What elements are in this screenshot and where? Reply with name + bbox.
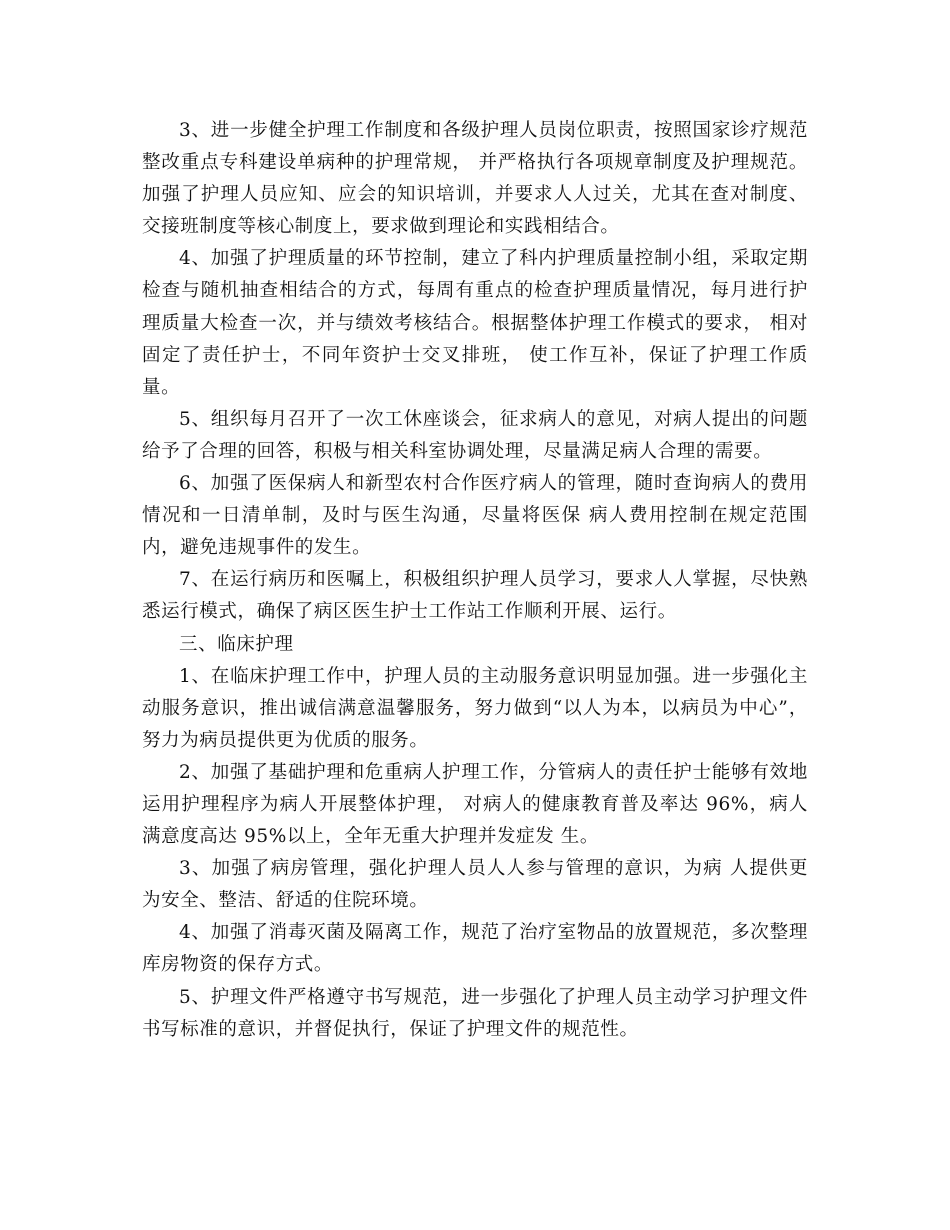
paragraph-3: 3、进一步健全护理工作制度和各级护理人员岗位职责，按照国家诊疗规范整改重点专科建设单病种的护理常规， 并严格执行各项规章制度及护理规范。加强了护理人员应知、应会的知识培训，并要求人人过关，尤其在查对制度、交接班制度等核心制度上，要求做到理论和实践相结合。 [142, 120, 808, 238]
section-heading-clinical-nursing: 三、临床护理 [179, 633, 294, 655]
clinical-paragraph-4: 4、加强了消毒灭菌及隔离工作，规范了治疗室物品的放置规范，多次整理库房物资的保存方式。 [142, 922, 808, 976]
document-body [142, 115, 808, 1046]
paragraph-4: 4、加强了护理质量的环节控制，建立了科内护理质量控制小组，采取定期检查与随机抽查相结合的方式，每周有重点的检查护理质量情况，每月进行护理质量大检查一次，并与绩效考核结合。根据整体护理工作模式的要求， 相对固定了责任护士，不同年资护士交叉排班， 使工作互补，保证了护理工作质量。 [142, 248, 808, 398]
paragraph-5: 5、组织每月召开了一次工休座谈会，征求病人的意见，对病人提出的问题给予了合理的回答，积极与相关科室协调处理，尽量满足病人合理的需要。 [142, 408, 808, 462]
paragraph-6: 6、加强了医保病人和新型农村合作医疗病人的管理，随时查询病人的费用情况和一日清单制，及时与医生沟通，尽量将医保 病人费用控制在规定范围内，避免违规事件的发生。 [142, 473, 808, 559]
paragraph-7: 7、在运行病历和医嘱上，积极组织护理人员学习，要求人人掌握，尽快熟悉运行模式，确保了病区医生护士工作站工作顺利开展、运行。 [142, 569, 808, 623]
clinical-paragraph-3: 3、加强了病房管理，强化护理人员人人参与管理的意识，为病 人提供更为安全、整洁、舒适的住院环境。 [142, 858, 808, 912]
clinical-paragraph-5: 5、护理文件严格遵守书写规范，进一步强化了护理人员主动学习护理文件书写标准的意识，并督促执行，保证了护理文件的规范性。 [142, 986, 808, 1040]
clinical-paragraph-1: 1、在临床护理工作中，护理人员的主动服务意识明显加强。进一步强化主动服务意识，推出诚信满意温馨服务，努力做到“以人为本，以病员为中心”，努力为病员提供更为优质的服务。 [142, 665, 808, 751]
clinical-paragraph-2: 2、加强了基础护理和危重病人护理工作，分管病人的责任护士能够有效地运用护理程序为病人开展整体护理， 对病人的健康教育普及率达 96%，病人满意度高达 95%以上，全年无重大护理并发症发 生。 [142, 761, 808, 848]
